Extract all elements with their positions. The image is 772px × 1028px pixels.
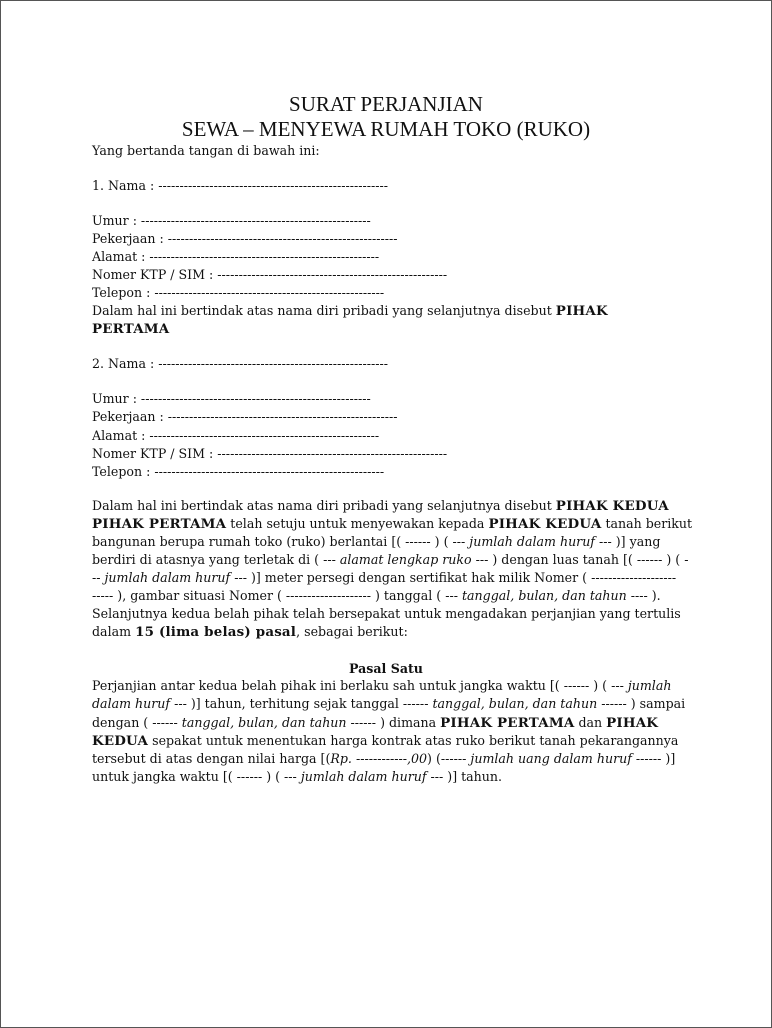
party1-alamat: Alamat : ------------------------------------------------------: [92, 249, 380, 264]
party2-telepon: Telepon : ------------------------------------------------------: [92, 464, 385, 479]
party1-umur: Umur : ------------------------------------------------------: [92, 213, 371, 228]
party2-alamat: Alamat : ------------------------------------------------------: [92, 428, 380, 443]
party2-nomer-ktp: Nomer KTP / SIM : ------------------------------------------------------: [92, 446, 448, 461]
party2-pekerjaan: Pekerjaan : ------------------------------------------------------: [92, 409, 398, 424]
pasal-satu-heading: Pasal Satu: [349, 661, 423, 676]
pasal-satu-line-3: dengan ( ------ tanggal, bulan, dan tahun ------ ) dimana PIHAK PERTAMA dan PIHAK: [92, 715, 659, 731]
pasal-satu-line-6: untuk jangka waktu [( ------ ) ( --- jumlah dalam huruf --- )] tahun.: [92, 769, 503, 784]
pasal-satu-line-1: Perjanjian antar kedua belah pihak ini berlaku sah untuk jangka waktu [( ------ ) ( --- jumlah: [92, 678, 672, 693]
party1-nama: 1. Nama : ------------------------------------------------------: [92, 178, 389, 193]
party1-telepon: Telepon : ------------------------------------------------------: [92, 285, 385, 300]
agreement-line-4: -- jumlah dalam huruf --- )] meter persegi dengan sertifikat hak milik Nomer ( --------------------: [92, 570, 677, 585]
agreement-line-7: dalam 15 (lima belas) pasal, sebagai berikut:: [92, 624, 408, 640]
agreement-line-2: bangunan berupa rumah toko (ruko) berlantai [( ------ ) ( --- jumlah dalam huruf --- )] yang: [92, 534, 661, 549]
pasal-satu-line-2: dalam huruf --- )] tahun, terhitung sejak tanggal ------ tanggal, bulan, dan tahun ------ ) sampai: [92, 696, 686, 711]
party1-statement: Dalam hal ini bertindak atas nama diri pribadi yang selanjutnya disebut PIHAK: [92, 303, 608, 319]
agreement-line-1: PIHAK PERTAMA telah setuju untuk menyewakan kepada PIHAK KEDUA tanah berikut: [92, 516, 693, 532]
party1-nomer-ktp: Nomer KTP / SIM : ------------------------------------------------------: [92, 267, 448, 282]
agreement-line-3: berdiri di atasnya yang terletak di ( --- alamat lengkap ruko --- ) dengan luas tanah [( ------ ) ( -: [92, 552, 689, 567]
document-title: SURAT PERJANJIAN: [289, 92, 483, 116]
party2-nama: 2. Nama : ------------------------------------------------------: [92, 356, 389, 371]
agreement-line-5: ----- ), gambar situasi Nomer ( -------------------- ) tanggal ( --- tanggal, bulan, dan tahun ---- ).: [92, 588, 661, 603]
intro-text: Yang bertanda tangan di bawah ini:: [92, 143, 320, 158]
document-subtitle: SEWA – MENYEWA RUMAH TOKO (RUKO): [181, 117, 591, 141]
pasal-satu-line-5: tersebut di atas dengan nilai harga [(Rp. ------------,00) (------ jumlah uang dalam huruf ------ )]: [92, 751, 676, 766]
party1-pekerjaan: Pekerjaan : ------------------------------------------------------: [92, 231, 398, 246]
agreement-line-6: Selanjutnya kedua belah pihak telah bersepakat untuk mengadakan perjanjian yang tertulis: [92, 606, 681, 621]
party2-umur: Umur : ------------------------------------------------------: [92, 391, 371, 406]
party2-statement: Dalam hal ini bertindak atas nama diri pribadi yang selanjutnya disebut PIHAK KEDUA: [92, 498, 669, 514]
party1-statement-cont: PERTAMA: [92, 321, 170, 337]
pasal-satu-line-4: KEDUA sepakat untuk menentukan harga kontrak atas ruko berikut tanah pekarangannya: [92, 733, 679, 749]
